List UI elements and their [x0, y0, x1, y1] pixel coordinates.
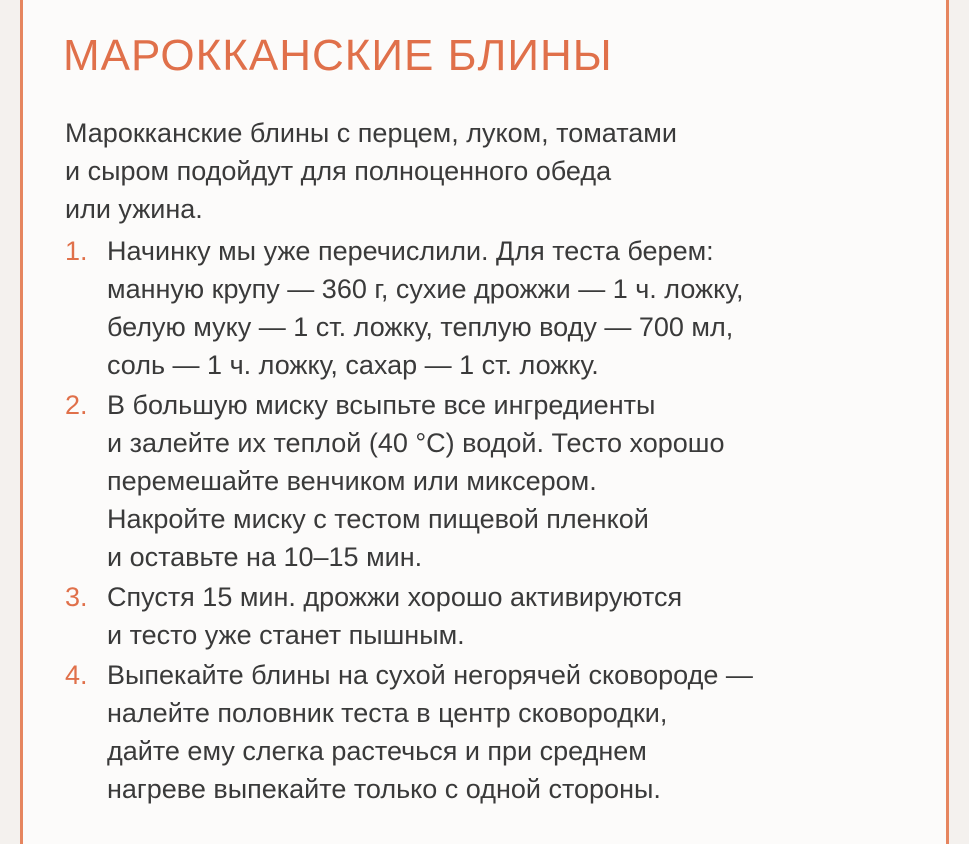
- step-text: [107, 578, 682, 654]
- step-line: соль — 1 ч. ложку, сахар — 1 ст. ложку.: [107, 350, 599, 380]
- step-number: 3.: [65, 582, 88, 612]
- step-line: и тесто уже станет пышным.: [107, 620, 465, 650]
- recipe-card: [20, 0, 949, 844]
- step-line: белую муку — 1 ст. ложку, теплую воду — 700 мл,: [107, 312, 734, 342]
- step-line: и залейте их теплой (40 °С) водой. Тесто хорошо: [107, 428, 725, 458]
- intro-line: Марокканские блины с перцем, луком, томатами: [65, 118, 677, 148]
- step-2: [65, 386, 753, 576]
- step-text: [107, 386, 724, 576]
- step-number: 4.: [65, 660, 88, 690]
- intro-line: и сыром подойдут для полноценного обеда: [65, 156, 612, 186]
- step-line: и оставьте на 10–15 мин.: [107, 542, 423, 572]
- step-line: манную крупу — 360 г, сухие дрожжи — 1 ч. ложку,: [107, 274, 744, 304]
- recipe-title: МАРОККАНСКИЕ БЛИНЫ: [63, 31, 613, 80]
- step-number: 1.: [65, 236, 88, 266]
- recipe-steps: [65, 232, 753, 810]
- intro-line: или ужина.: [65, 194, 203, 224]
- step-line: перемешайте венчиком или миксером.: [107, 466, 597, 496]
- step-1: [65, 232, 753, 384]
- step-line: Начинку мы уже перечислили. Для теста берем:: [107, 236, 714, 266]
- step-line: В большую миску всыпьте все ингредиенты: [107, 390, 656, 420]
- step-line: Выпекайте блины на сухой негорячей сковороде —: [107, 660, 753, 690]
- step-line: Накройте миску с тестом пищевой пленкой: [107, 504, 649, 534]
- recipe-intro: [65, 114, 677, 228]
- step-text: [107, 656, 753, 808]
- step-text: [107, 232, 744, 384]
- step-3: [65, 578, 753, 654]
- step-number: 2.: [65, 390, 88, 420]
- step-4: [65, 656, 753, 808]
- step-line: нагреве выпекайте только с одной стороны.: [107, 774, 661, 804]
- step-line: налейте половник теста в центр сковородки,: [107, 698, 668, 728]
- step-line: Спустя 15 мин. дрожжи хорошо активируются: [107, 582, 683, 612]
- step-line: дайте ему слегка растечься и при среднем: [107, 736, 647, 766]
